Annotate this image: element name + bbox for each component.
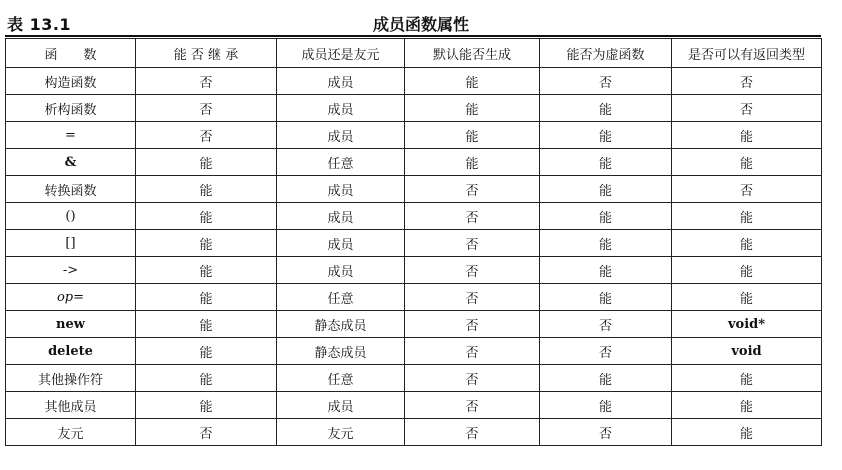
header-cell-default-generated: 默认能否生成 <box>405 39 540 68</box>
default-generated-cell: 否 <box>405 311 540 338</box>
can-be-virtual-cell: 能 <box>540 176 672 203</box>
function-name-cell: 其他成员 <box>6 392 136 419</box>
default-generated-cell: 否 <box>405 203 540 230</box>
function-name-cell: 析构函数 <box>6 95 136 122</box>
default-generated-cell: 否 <box>405 338 540 365</box>
inheritable-cell: 能 <box>136 311 277 338</box>
return-type-cell: 否 <box>672 68 822 95</box>
return-type-cell: 能 <box>672 257 822 284</box>
can-be-virtual-cell: 能 <box>540 122 672 149</box>
table-row <box>6 338 822 365</box>
header-row <box>6 39 822 68</box>
can-be-virtual-cell: 能 <box>540 257 672 284</box>
header-cell-function: 函 数 <box>6 39 136 68</box>
member-or-friend-cell: 静态成员 <box>277 311 405 338</box>
member-or-friend-cell: 友元 <box>277 419 405 446</box>
return-type-cell: 否 <box>672 95 822 122</box>
inheritable-cell: 能 <box>136 392 277 419</box>
function-name-cell: -> <box>6 257 136 284</box>
table-row <box>6 149 822 176</box>
member-or-friend-cell: 成员 <box>277 257 405 284</box>
default-generated-cell: 能 <box>405 68 540 95</box>
member-or-friend-cell: 任意 <box>277 284 405 311</box>
default-generated-cell: 否 <box>405 419 540 446</box>
inheritable-cell: 能 <box>136 149 277 176</box>
return-type-cell: 能 <box>672 203 822 230</box>
default-generated-cell: 否 <box>405 176 540 203</box>
can-be-virtual-cell: 否 <box>540 419 672 446</box>
inheritable-cell: 否 <box>136 419 277 446</box>
inheritable-cell: 能 <box>136 365 277 392</box>
return-type-cell: 能 <box>672 230 822 257</box>
member-or-friend-cell: 成员 <box>277 230 405 257</box>
header-cell-return-type: 是否可以有返回类型 <box>672 39 822 68</box>
top-rule <box>5 35 821 37</box>
member-or-friend-cell: 成员 <box>277 203 405 230</box>
return-type-cell: 能 <box>672 149 822 176</box>
table-row <box>6 392 822 419</box>
member-or-friend-cell: 任意 <box>277 149 405 176</box>
member-or-friend-cell: 成员 <box>277 392 405 419</box>
return-type-cell: 能 <box>672 365 822 392</box>
default-generated-cell: 否 <box>405 392 540 419</box>
default-generated-cell: 能 <box>405 95 540 122</box>
can-be-virtual-cell: 能 <box>540 203 672 230</box>
default-generated-cell: 否 <box>405 230 540 257</box>
table-row <box>6 419 822 446</box>
can-be-virtual-cell: 否 <box>540 311 672 338</box>
function-name-cell: 友元 <box>6 419 136 446</box>
table-row <box>6 203 822 230</box>
inheritable-cell: 否 <box>136 122 277 149</box>
member-or-friend-cell: 静态成员 <box>277 338 405 365</box>
header-cell-inheritable: 能 否 继 承 <box>136 39 277 68</box>
default-generated-cell: 能 <box>405 149 540 176</box>
inheritable-cell: 能 <box>136 338 277 365</box>
table-row <box>6 122 822 149</box>
return-type-cell: 能 <box>672 419 822 446</box>
table-number-label: 表 13.1 <box>7 15 72 34</box>
table-row <box>6 230 822 257</box>
function-name-cell: & <box>6 149 136 176</box>
return-type-cell: void* <box>672 311 822 338</box>
default-generated-cell: 否 <box>405 284 540 311</box>
function-name-cell: () <box>6 203 136 230</box>
table-title: 成员函数属性 <box>372 15 469 34</box>
member-or-friend-cell: 成员 <box>277 95 405 122</box>
default-generated-cell: 否 <box>405 365 540 392</box>
return-type-cell: 能 <box>672 284 822 311</box>
function-name-cell: delete <box>6 338 136 365</box>
inheritable-cell: 否 <box>136 95 277 122</box>
function-name-cell: 其他操作符 <box>6 365 136 392</box>
return-type-cell: 能 <box>672 392 822 419</box>
return-type-cell: void <box>672 338 822 365</box>
function-name-cell: [] <box>6 230 136 257</box>
can-be-virtual-cell: 能 <box>540 230 672 257</box>
function-name-cell: op= <box>6 284 136 311</box>
table-row <box>6 257 822 284</box>
table-row <box>6 95 822 122</box>
can-be-virtual-cell: 否 <box>540 338 672 365</box>
can-be-virtual-cell: 能 <box>540 149 672 176</box>
member-or-friend-cell: 成员 <box>277 122 405 149</box>
inheritable-cell: 否 <box>136 68 277 95</box>
member-or-friend-cell: 成员 <box>277 176 405 203</box>
can-be-virtual-cell: 能 <box>540 95 672 122</box>
can-be-virtual-cell: 能 <box>540 392 672 419</box>
table-row <box>6 284 822 311</box>
can-be-virtual-cell: 能 <box>540 365 672 392</box>
return-type-cell: 否 <box>672 176 822 203</box>
function-name-cell: = <box>6 122 136 149</box>
inheritable-cell: 能 <box>136 257 277 284</box>
member-or-friend-cell: 成员 <box>277 68 405 95</box>
table-row <box>6 68 822 95</box>
inheritable-cell: 能 <box>136 284 277 311</box>
member-or-friend-cell: 任意 <box>277 365 405 392</box>
header-cell-member-or-friend: 成员还是友元 <box>277 39 405 68</box>
default-generated-cell: 否 <box>405 257 540 284</box>
table-row <box>6 176 822 203</box>
function-name-cell: 转换函数 <box>6 176 136 203</box>
table-row <box>6 365 822 392</box>
header-cell-can-be-virtual: 能否为虚函数 <box>540 39 672 68</box>
can-be-virtual-cell: 能 <box>540 284 672 311</box>
inheritable-cell: 能 <box>136 230 277 257</box>
can-be-virtual-cell: 否 <box>540 68 672 95</box>
table-row <box>6 311 822 338</box>
function-name-cell: new <box>6 311 136 338</box>
function-name-cell: 构造函数 <box>6 68 136 95</box>
default-generated-cell: 能 <box>405 122 540 149</box>
return-type-cell: 能 <box>672 122 822 149</box>
inheritable-cell: 能 <box>136 203 277 230</box>
member-function-properties-table <box>5 38 822 446</box>
inheritable-cell: 能 <box>136 176 277 203</box>
